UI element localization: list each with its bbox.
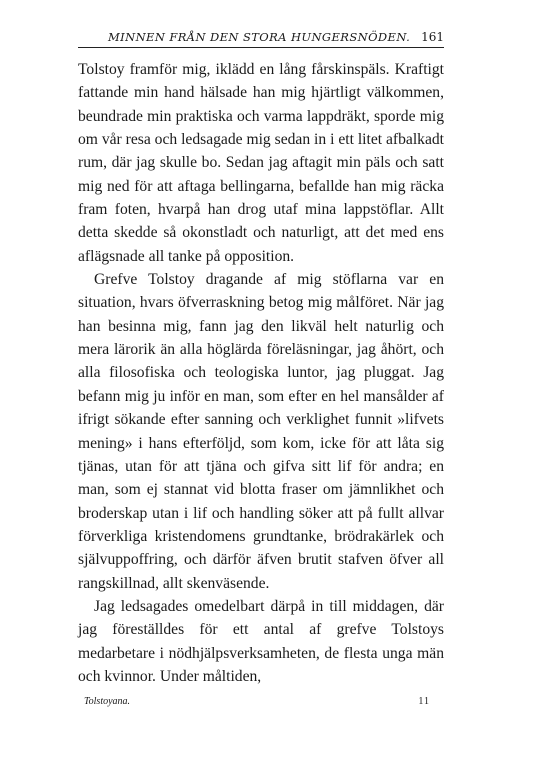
paragraph: Jag ledsagades omedelbart därpå in till middagen, där jag föreställdes för ett antal af grefve Tolstoys medarbetare i nödhjälpsverksamheten, de flesta unga män och kvinnor. Under måltiden, [78,597,444,685]
paragraph: Tolstoy framför mig, iklädd en lång fårskinspäls. Kraftigt fattande min hand hälsade han mig hjärtligt välkommen, beundrade min praktiska och varma lappdräkt, sporde mig om vår resa och ledsagade mig sedan in i ett litet afbalkadt rum, där jag skulle bo. Sedan jag aftagit min päls och satt mig ned för att aftaga bellingarna, befallde han mig räcka fram foten, hvarpå han drog utaf mina lappstöflar. Allt detta skedde så okonstladt och naturligt, att det med ens aflägsnade all tanke på opposition. [78,61,444,265]
page-number: 161 [421,30,444,44]
body-text [78,58,444,688]
signature-label: Tolstoyana. [84,696,131,707]
page-footer [78,696,444,707]
running-head-title: MINNEN FRÅN DEN STORA HUNGERSNÖDEN. [108,30,411,44]
paragraph: Grefve Tolstoy dragande af mig stöflarna var en situation, hvars öfverraskning betog mig målföret. När jag han besinna mig, fann jag den likväl helt naturlig och mera lärorik än alla höglärda föreläsningar, jag åhört, och alla filosofiska och teologiska luntor, jag pluggat. Jag befann mig ju inför en man, som efter en hel mansålder af ifrigt sökande efter sanning och verklighet funnit »lifvets mening» i hans efterföljd, som kom, icke för att låta sig tjänas, utan för att tjäna och gifva sitt lif för andra; en man, som ej stannat vid blotta fraser om jämnlikhet och broderskap utan i lif och handling söker att på fullt allvar förverkliga kristendomens grundtanke, brödrakärlek och självuppoffring, och därför äfven brutit stafven öfver all rangskillnad, allt skenväsende. [78,271,444,592]
running-head [78,30,444,48]
book-page [78,30,444,707]
signature-number: 11 [418,696,430,707]
